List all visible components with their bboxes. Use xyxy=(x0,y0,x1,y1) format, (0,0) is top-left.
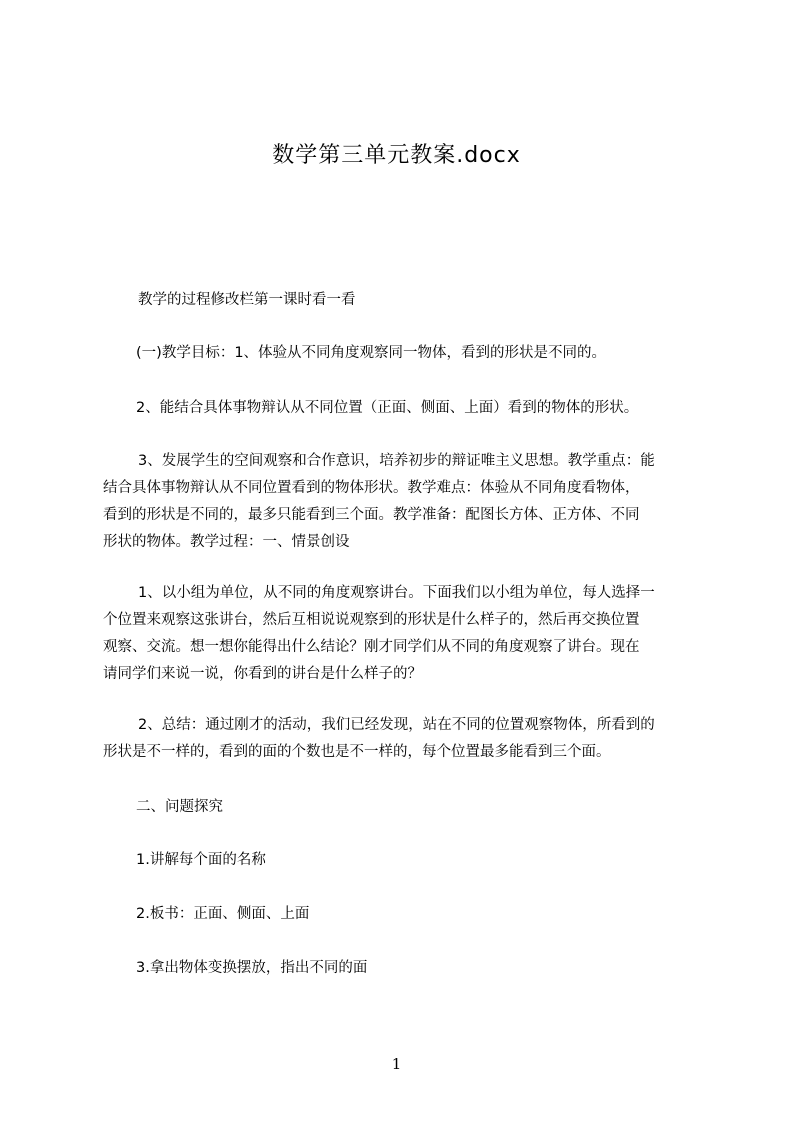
paragraph-line: 1.讲解每个面的名称 xyxy=(136,852,266,868)
paragraph-step-2 xyxy=(103,712,709,766)
paragraph-line: 看到的形状是不同的，最多只能看到三个面。教学准备：配图长方体、正方体、不同 xyxy=(103,507,640,523)
paragraph-line: 观察、交流。想一想你能得出什么结论？刚才同学们从不同的角度观察了讲台。现在 xyxy=(103,639,640,655)
paragraph-item-3 xyxy=(103,955,709,982)
paragraph-line: 2.板书：正面、侧面、上面 xyxy=(136,906,310,922)
paragraph-item-2 xyxy=(103,901,709,928)
paragraph-line: 2、能结合具体事物辩认从不同位置（正面、侧面、上面）看到的物体的形状。 xyxy=(136,400,639,416)
paragraph-section-2 xyxy=(103,794,709,821)
paragraph-line: 2、总结：通过刚才的活动，我们已经发现，站在不同的位置观察物体，所看到的 xyxy=(138,717,655,733)
paragraph-line: 3.拿出物体变换摆放，指出不同的面 xyxy=(136,960,368,976)
paragraph-line: (一)教学目标：1、体验从不同角度观察同一物体，看到的形状是不同的。 xyxy=(136,345,607,361)
paragraph-item-1 xyxy=(103,847,709,874)
paragraph-objective-2 xyxy=(103,395,709,422)
paragraph-line: 1、以小组为单位，从不同的角度观察讲台。下面我们以小组为单位，每人选择一 xyxy=(138,585,655,601)
paragraph-line: 3、发展学生的空间观察和合作意识，培养初步的辩证唯主义思想。教学重点：能 xyxy=(138,453,655,469)
paragraph-line: 二、问题探究 xyxy=(136,799,223,815)
paragraph-objective-1 xyxy=(103,340,709,367)
paragraph-line: 形状是不一样的，看到的面的个数也是不一样的，每个位置最多能看到三个面。 xyxy=(103,744,611,760)
paragraph-line: 结合具体事物辩认从不同位置看到的物体形状。教学难点：体验从不同角度看物体， xyxy=(103,480,640,496)
page-number: 1 xyxy=(391,1055,402,1073)
paragraph-line: 个位置来观察这张讲台，然后互相说说观察到的形状是什么样子的，然后再交换位置 xyxy=(103,612,640,628)
paragraph-objective-3 xyxy=(103,448,709,556)
paragraph-line: 形状的物体。教学过程：一、情景创设 xyxy=(103,534,350,550)
paragraph-step-1 xyxy=(103,580,709,688)
paragraph-line: 请同学们来说一说，你看到的讲台是什么样子的？ xyxy=(103,666,422,682)
paragraph-lesson-heading xyxy=(103,287,709,314)
document-title: 数学第三单元教案.docx xyxy=(272,143,521,168)
paragraph-line: 教学的过程修改栏第一课时看一看 xyxy=(138,292,356,308)
